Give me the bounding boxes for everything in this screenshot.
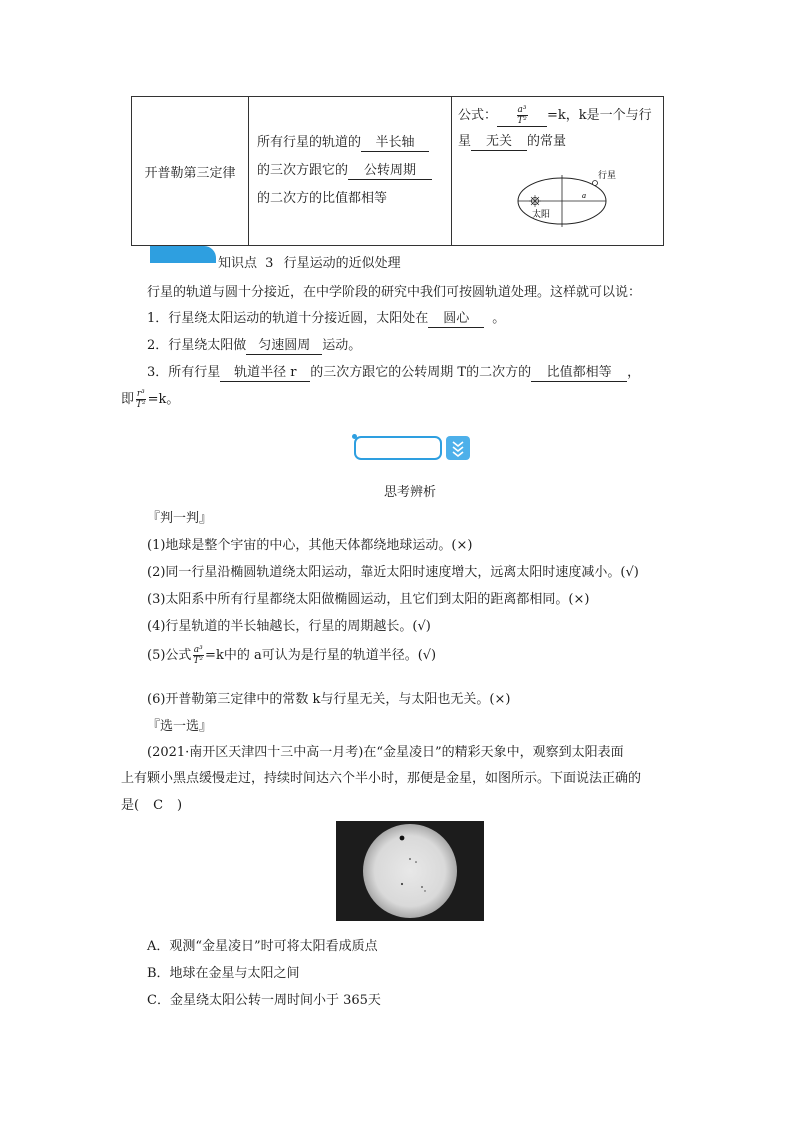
judge-item-2: (2)同一行星沿椭圆轨道绕太阳运动，靠近太阳时速度增大，远离太阳时速度减小。(√) bbox=[147, 565, 639, 580]
sunspot bbox=[415, 861, 417, 863]
kepler-law-table bbox=[131, 96, 664, 246]
knowledge-item-3: 3．所有行星 轨道半径 r 的三次方跟它的公转周期 T的二次方的 比值都相等 ， bbox=[147, 365, 641, 380]
knowledge-item-3-formula: 即 $\frac{\text{r³}}{\text{T²}}$ =k。 bbox=[121, 389, 180, 410]
option-c: C．金星绕太阳公转一周时间小于 365天 bbox=[147, 993, 381, 1008]
think-section-banner bbox=[354, 436, 442, 460]
law-description-cell bbox=[249, 97, 452, 246]
sun-icon bbox=[529, 195, 541, 207]
sunspot bbox=[401, 883, 403, 885]
knowledge-point-heading: 知识点 3 行星运动的近似处理 bbox=[218, 256, 401, 271]
blank-orbital-period: 公转周期 bbox=[348, 163, 432, 180]
sunspot bbox=[421, 886, 423, 888]
law-name: 开普勒第三定律 bbox=[144, 165, 236, 181]
knowledge-point-intro: 行星的轨道与圆十分接近，在中学阶段的研究中我们可按圆轨道处理。这样就可以说： bbox=[147, 285, 642, 300]
question-line-3: 是( C ) bbox=[121, 798, 183, 813]
at-fraction: $\frac{\text{a³}}{\text{T²}}$ bbox=[193, 645, 204, 666]
knowledge-point-marker bbox=[150, 246, 216, 263]
sunspot bbox=[424, 890, 425, 891]
question-line-2: 上有颗小黑点缓慢走过，持续时间达六个半小时，那便是金星，如图所示。下面说法正确的 bbox=[121, 771, 642, 786]
think-section-heading: 思考辨析 bbox=[384, 485, 437, 500]
law-description-line1: 所有行星的轨道的 半长轴 bbox=[257, 129, 451, 157]
knowledge-item-2: 2．行星绕太阳做 匀速圆周 运动。 bbox=[147, 338, 362, 353]
axis-label: a bbox=[582, 191, 586, 200]
judge-item-1: (1)地球是整个宇宙的中心，其他天体都绕地球运动。(×) bbox=[147, 538, 473, 553]
question-line-1: (2021·南开区天津四十三中高一月考)在“金星凌日”的精彩天象中，观察到太阳表面 bbox=[147, 745, 624, 760]
elliptical-orbit-diagram bbox=[512, 169, 617, 229]
judge-title: 『判一判』 bbox=[147, 511, 213, 526]
formula-line2: 星 无关 的常量 bbox=[458, 134, 567, 149]
formula-fraction: $\frac{\text{a³}}{\text{T²}}$ bbox=[517, 105, 527, 126]
law-description-line2: 的三次方跟它的 公转周期 bbox=[257, 157, 451, 185]
judge-item-6: (6)开普勒第三定律中的常数 k与行星无关，与太阳也无关。(×) bbox=[147, 692, 511, 707]
judge-item-4: (4)行星轨道的半长轴越长，行星的周期越长。(√) bbox=[147, 619, 431, 634]
law-description-line3: 的二次方的比值都相等 bbox=[257, 191, 388, 206]
choose-title: 『选一选』 bbox=[147, 719, 213, 734]
venus-dot bbox=[400, 836, 405, 841]
formula-line1: 公式： $\frac{\text{a³}}{\text{T²}}$ =k，k是一个与行 bbox=[458, 105, 652, 126]
planet-label: 行星 bbox=[598, 171, 617, 181]
option-b: B．地球在金星与太阳之间 bbox=[147, 966, 300, 981]
double-chevron-down-icon bbox=[446, 436, 470, 460]
blank-semi-major-axis: 半长轴 bbox=[361, 135, 429, 152]
knowledge-item-1: 1．行星绕太阳运动的轨道十分接近圆，太阳处在 圆心 。 bbox=[147, 311, 506, 326]
sun-disk bbox=[363, 824, 457, 918]
formula-blank bbox=[497, 105, 547, 127]
sunspot bbox=[409, 858, 411, 860]
venus-transit-photo bbox=[336, 821, 484, 921]
blank-unrelated: 无关 bbox=[471, 134, 527, 151]
option-a: A．观测“金星凌日”时可将太阳看成质点 bbox=[147, 939, 378, 954]
judge-item-3: (3)太阳系中所有行星都绕太阳做椭圆运动，且它们到太阳的距离都相同。(×) bbox=[147, 592, 590, 607]
sun-label: 太阳 bbox=[532, 210, 551, 220]
answer-choice: C bbox=[153, 798, 164, 813]
judge-item-5: (5)公式 $\frac{\text{a³}}{\text{T²}}$ =k中的 a可认为是行星的轨道半径。(√) bbox=[147, 645, 437, 666]
planet-icon bbox=[593, 181, 598, 186]
law-formula-cell bbox=[452, 97, 664, 246]
rt-fraction: $\frac{\text{r³}}{\text{T²}}$ bbox=[136, 389, 146, 410]
law-name-cell bbox=[132, 97, 249, 246]
